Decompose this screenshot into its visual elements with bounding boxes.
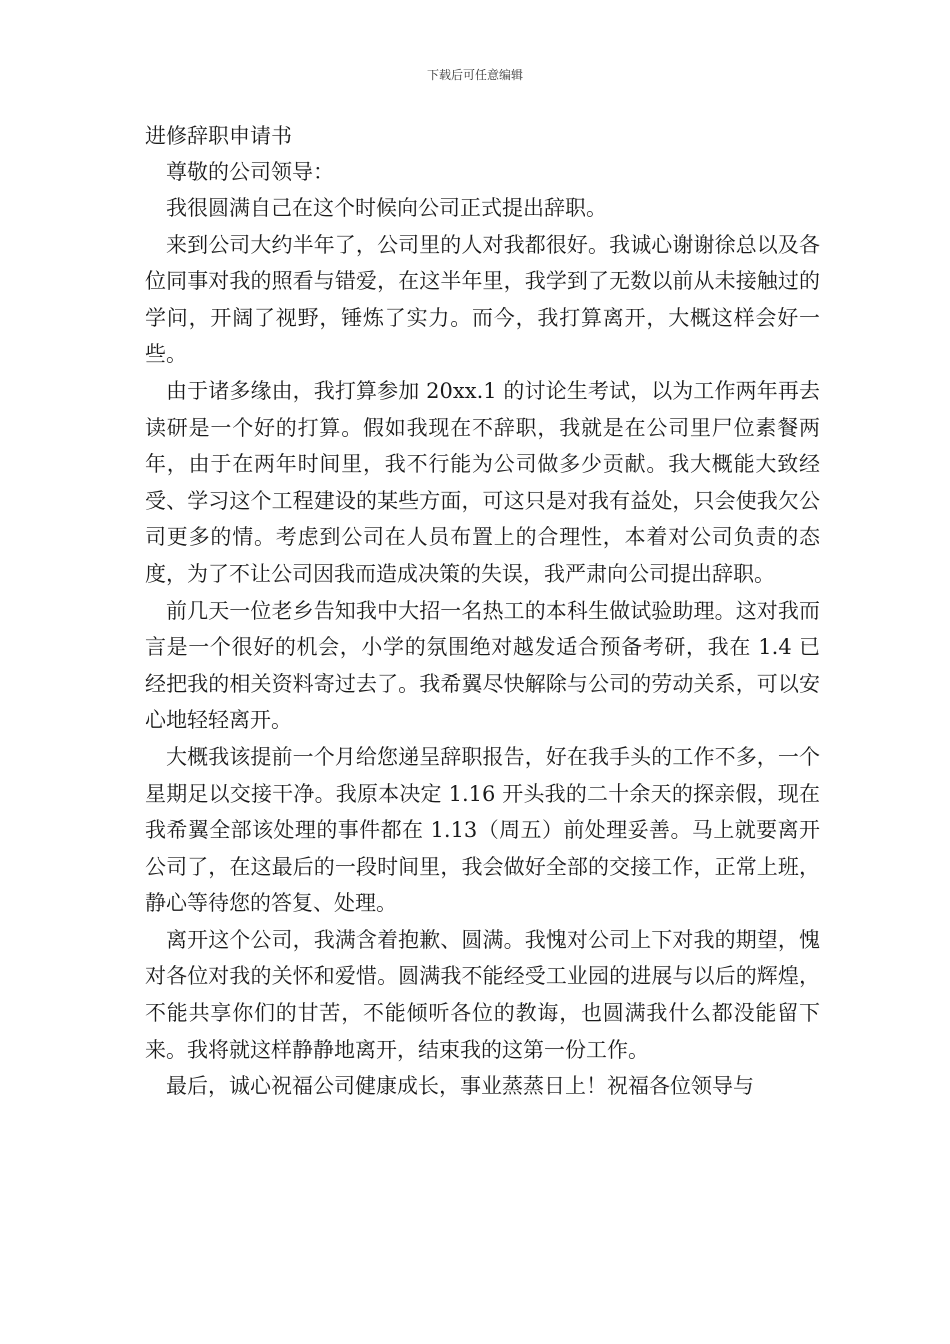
paragraph-4: 前几天一位老乡告知我中大招一名热工的本科生做试验助理。这对我而言是一个很好的机会，小学的氛围绝对越发适合预备考研，我在 1.4 已经把我的相关资料寄过去了。我希翼尽快解除与公司的劳动关系，可以安心地轻轻离开。 <box>145 598 820 733</box>
paragraph-3: 由于诸多缘由，我打算参加 20xx.1 的讨论生考试，以为工作两年再去读研是一个好的打算。假如我现在不辞职，我就是在公司里尸位素餐两年，由于在两年时间里，我不行能为公司做多少贡献。我大概能大致经受、学习这个工程建设的某些方面，可这只是对我有益处，只会使我欠公司更多的情。考虑到公司在人员布置上的合理性，本着对公司负责的态度，为了不让公司因我而造成决策的失误，我严肃向公司提出辞职。 <box>145 378 820 586</box>
paragraph-1: 我很圆满自己在这个时候向公司正式提出辞职。 <box>166 196 607 220</box>
salutation: 尊敬的公司领导： <box>166 160 334 184</box>
paragraph-7: 最后，诚心祝福公司健康成长，事业蒸蒸日上！祝福各位领导与 <box>166 1074 754 1099</box>
paragraph-5: 大概我该提前一个月给您递呈辞职报告，好在我手头的工作不多，一个星期足以交接干净。我原本决定 1.16 开头我的二十余天的探亲假，现在我希翼全部该处理的事件都在 1.13（周五）前处理妥善。马上就要离开公司了，在这最后的一段时间里，我会做好全部的交接工作，正常上班，静心等待您的答复、处理。 <box>145 744 820 916</box>
paragraph-6: 离开这个公司，我满含着抱歉、圆满。我愧对公司上下对我的期望，愧对各位对我的关怀和爱惜。圆满我不能经受工业园的进展与以后的辉煌，不能共享你们的甘苦，不能倾听各位的教诲，也圆满我什么都没能留下来。我将就这样静静地离开，结束我的这第一份工作。 <box>145 927 820 1062</box>
page-header-note: 下载后可任意编辑 <box>426 68 523 82</box>
document-title: 进修辞职申请书 <box>145 124 292 148</box>
paragraph-2: 来到公司大约半年了，公司里的人对我都很好。我诚心谢谢徐总以及各位同事对我的照看与错爱，在这半年里，我学到了无数以前从未接触过的学问，开阔了视野，锤炼了实力。而今，我打算离开，大概这样会好一些。 <box>145 232 820 367</box>
document-body <box>145 118 820 1105</box>
